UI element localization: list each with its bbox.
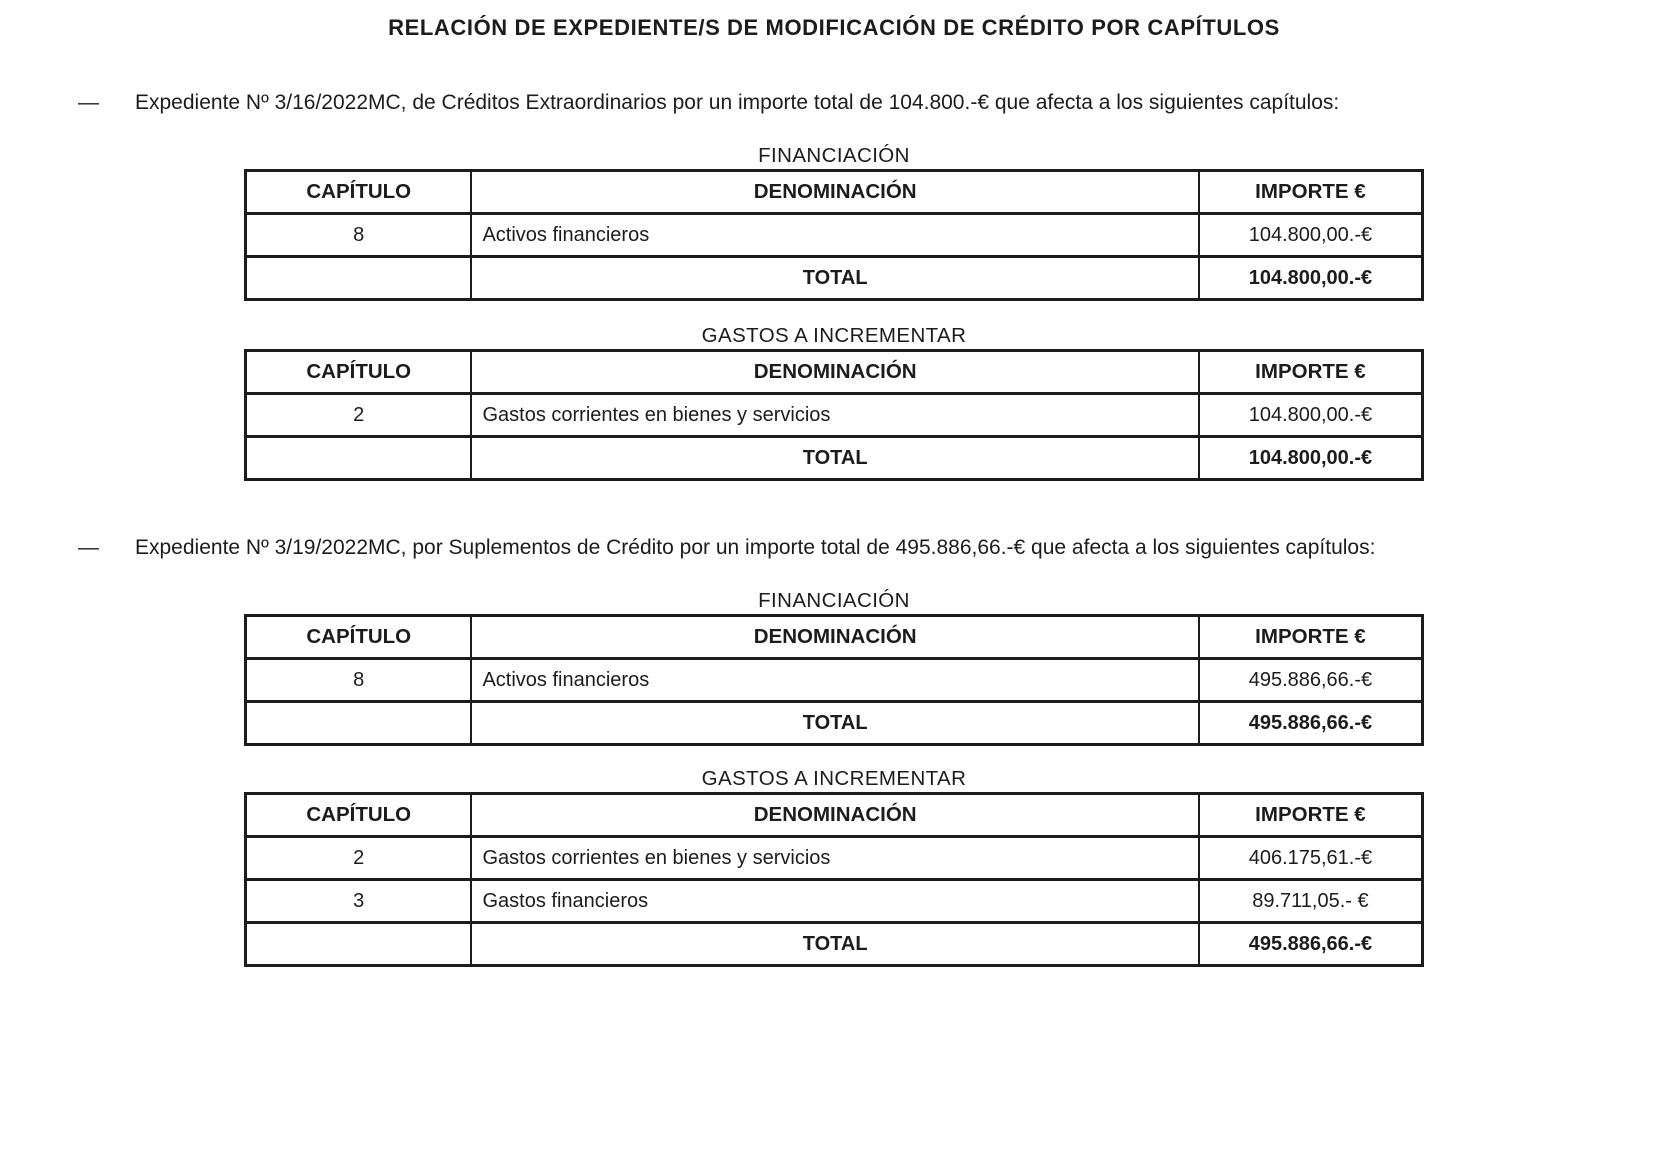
importe-cell: 89.711,05.- € [1199,880,1423,923]
empty-cell [246,437,472,480]
capitulo-cell: 3 [246,880,472,923]
capitulo-cell: 8 [246,659,472,702]
empty-cell [246,923,472,966]
total-value-cell: 104.800,00.-€ [1199,437,1423,480]
table-header-row [246,616,1423,659]
table-row [246,880,1423,923]
total-value-cell: 495.886,66.-€ [1199,702,1423,745]
table-total-row [246,437,1423,480]
expediente-text: Expediente Nº 3/19/2022MC, por Suplementos de Crédito por un importe total de 495.886,66.-€ que afecta a los siguientes capítulos: [135,536,1376,559]
denominacion-cell: Activos financieros [471,214,1198,257]
financiacion-table-2 [244,614,1424,746]
section-heading-gastos: GASTOS A INCREMENTAR [701,767,967,790]
expediente-item-2 [78,531,1556,564]
column-header-denominacion: DENOMINACIÓN [471,616,1198,659]
importe-cell: 406.175,61.-€ [1199,837,1423,880]
denominacion-cell: Gastos corrientes en bienes y servicios [471,837,1198,880]
table-row [246,659,1423,702]
column-header-capitulo: CAPÍTULO [246,171,472,214]
total-value-cell: 104.800,00.-€ [1199,257,1423,300]
gastos-table-1 [244,349,1424,481]
importe-cell: 495.886,66.-€ [1199,659,1423,702]
empty-cell [246,702,472,745]
total-label-cell: TOTAL [471,923,1198,966]
column-header-importe: IMPORTE € [1199,616,1423,659]
column-header-denominacion: DENOMINACIÓN [471,351,1198,394]
expediente-text: Expediente Nº 3/16/2022MC, de Créditos Extraordinarios por un importe total de 104.800.-€ que afecta a los siguientes capítulos: [135,91,1340,114]
importe-cell: 104.800,00.-€ [1199,214,1423,257]
dash-bullet: — [78,536,99,559]
column-header-denominacion: DENOMINACIÓN [471,171,1198,214]
dash-bullet: — [78,91,99,114]
table-row [246,837,1423,880]
table-total-row [246,923,1423,966]
denominacion-cell: Gastos financieros [471,880,1198,923]
denominacion-cell: Gastos corrientes en bienes y servicios [471,394,1198,437]
gastos-table-2 [244,792,1424,967]
column-header-capitulo: CAPÍTULO [246,616,472,659]
total-label-cell: TOTAL [471,702,1198,745]
table-total-row [246,257,1423,300]
empty-cell [246,257,472,300]
table-header-row [246,794,1423,837]
section-heading-financiacion: FINANCIACIÓN [758,589,910,612]
column-header-capitulo: CAPÍTULO [246,351,472,394]
table-header-row [246,171,1423,214]
column-header-importe: IMPORTE € [1199,351,1423,394]
capitulo-cell: 2 [246,837,472,880]
column-header-denominacion: DENOMINACIÓN [471,794,1198,837]
total-value-cell: 495.886,66.-€ [1199,923,1423,966]
denominacion-cell: Activos financieros [471,659,1198,702]
table-row [246,394,1423,437]
section-heading-financiacion: FINANCIACIÓN [758,144,910,167]
document-title: RELACIÓN DE EXPEDIENTE/S DE MODIFICACIÓN DE CRÉDITO POR CAPÍTULOS [388,15,1280,40]
importe-cell: 104.800,00.-€ [1199,394,1423,437]
table-header-row [246,351,1423,394]
financiacion-table-1 [244,169,1424,301]
expediente-item-1 [78,86,1556,119]
table-total-row [246,702,1423,745]
total-label-cell: TOTAL [471,257,1198,300]
capitulo-cell: 8 [246,214,472,257]
column-header-capitulo: CAPÍTULO [246,794,472,837]
column-header-importe: IMPORTE € [1199,171,1423,214]
column-header-importe: IMPORTE € [1199,794,1423,837]
section-heading-gastos: GASTOS A INCREMENTAR [701,324,967,347]
total-label-cell: TOTAL [471,437,1198,480]
capitulo-cell: 2 [246,394,472,437]
table-row [246,214,1423,257]
